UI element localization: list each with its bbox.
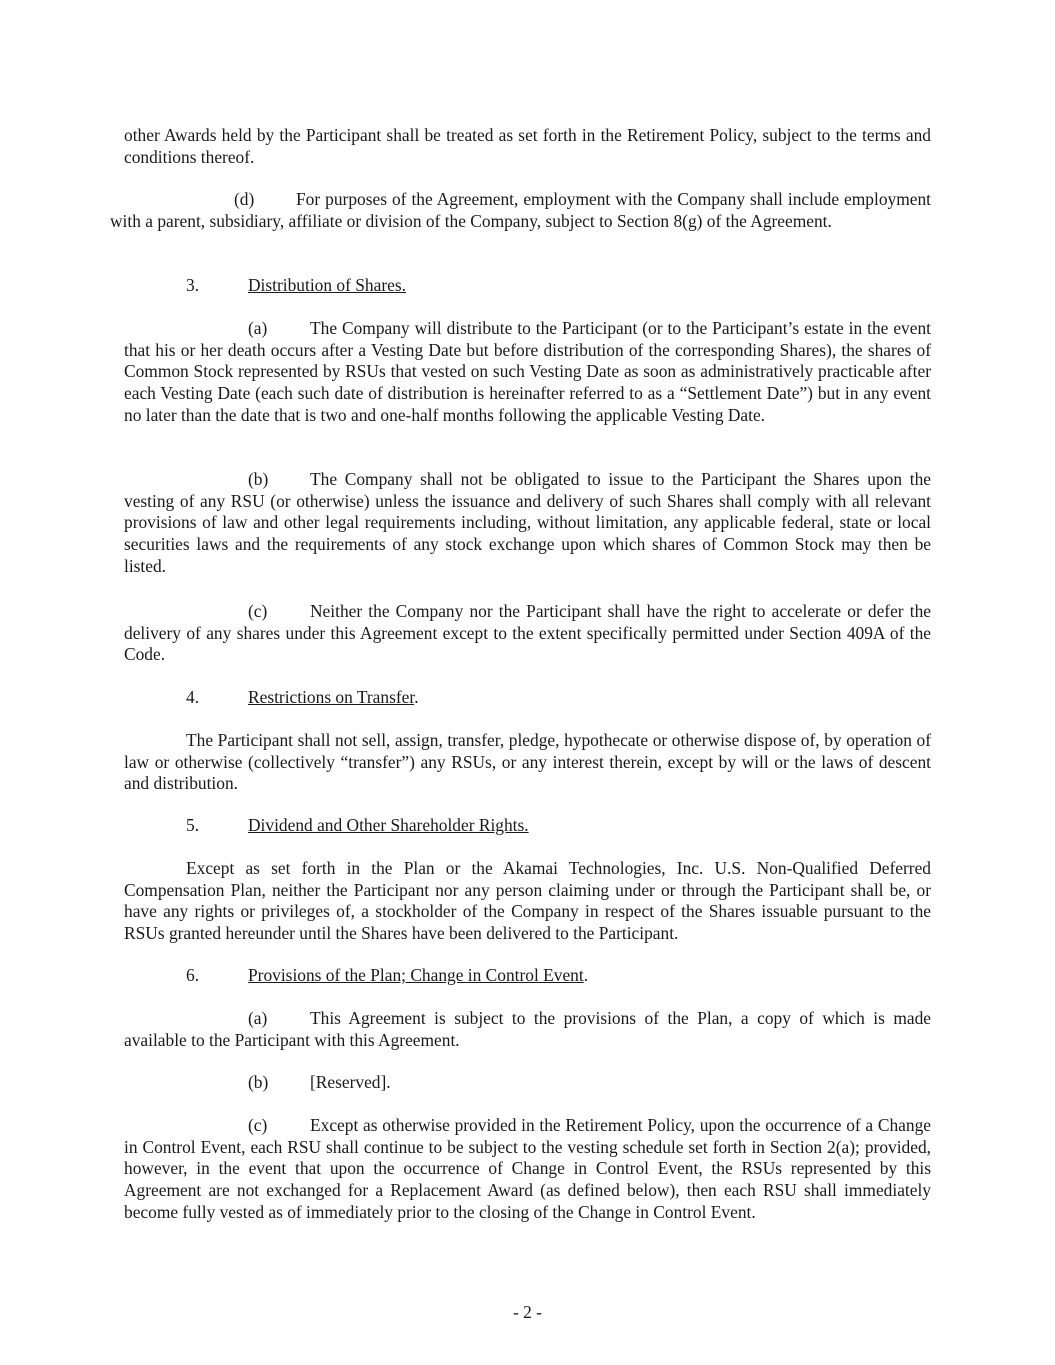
label-3b: (b) xyxy=(248,469,269,489)
label-2d: (d) xyxy=(234,189,255,209)
page-number: - 2 - xyxy=(513,1302,542,1322)
label-3a: (a) xyxy=(248,318,268,338)
paragraph-3c: (c) Neither the Company nor the Participant shall have the right to accelerate or defer the delivery of any shares under this Agreement except to the extent specifically permitted under Section 409A of the Code. xyxy=(124,601,931,665)
label-6b: (b) xyxy=(248,1072,269,1092)
section-3-title: Distribution of Shares. xyxy=(248,275,406,295)
paragraph-5: Except as set forth in the Plan or the Akamai Technologies, Inc. U.S. Non-Qualified Deferred Compensation Plan, neither the Participant nor any person claiming under or through the Participant shall be, or have any rights or privileges of, a stockholder of the Company in respect of the Shares issuable pursuant to the RSUs granted hereunder until the Shares have been delivered to the Participant. xyxy=(124,858,931,944)
section-4-title: Restrictions on Transfer xyxy=(248,687,415,707)
paragraph-awards-retirement: other Awards held by the Participant shall be treated as set forth in the Retirement Policy, subject to the terms and conditions thereof. xyxy=(124,125,931,167)
section-4-heading: 4. Restrictions on Transfer. xyxy=(186,687,419,707)
paragraph-4: The Participant shall not sell, assign, transfer, pledge, hypothecate or otherwise dispose of, by operation of law or otherwise (collectively “transfer”) any RSUs, or any interest therein, except by will or the laws of descent and distribution. xyxy=(124,730,931,794)
paragraph-2d: (d) For purposes of the Agreement, employment with the Company shall include employment with a parent, subsidiary, affiliate or division of the Company, subject to Section 8(g) of the Agreement. xyxy=(110,189,931,231)
paragraph-6b: (b) [Reserved]. xyxy=(248,1072,391,1092)
label-6c: (c) xyxy=(248,1115,268,1135)
paragraph-6a: (a) This Agreement is subject to the provisions of the Plan, a copy of which is made available to the Participant with this Agreement. xyxy=(124,1008,931,1050)
section-5-heading: 5. Dividend and Other Shareholder Rights. xyxy=(186,815,529,835)
label-3c: (c) xyxy=(248,601,268,621)
paragraph-3a: (a) The Company will distribute to the Participant (or to the Participant’s estate in the event that his or her death occurs after a Vesting Date but before distribution of the corresponding Shares), the shares of Common Stock represented by RSUs that vested on such Vesting Date as soon as administratively practicable after each Vesting Date (each such date of distribution is hereinafter referred to as a “Settlement Date”) but in any event no later than the date that is two and one-half months following the applicable Vesting Date. xyxy=(124,318,931,425)
paragraph-6c: (c) Except as otherwise provided in the Retirement Policy, upon the occurrence of a Change in Control Event, each RSU shall continue to be subject to the vesting schedule set forth in Section 2(a); provided, however, in the event that upon the occurrence of Change in Control Event, the RSUs represented by this Agreement are not exchanged for a Replacement Award (as defined below), then each RSU shall immediately become fully vested as of immediately prior to the closing of the Change in Control Event. xyxy=(124,1115,931,1222)
paragraph-3b: (b) The Company shall not be obligated to issue to the Participant the Shares upon the vesting of any RSU (or otherwise) unless the issuance and delivery of such Shares shall comply with all relevant provisions of law and other legal requirements including, without limitation, any applicable federal, state or local securities laws and the requirements of any stock exchange upon which shares of Common Stock may then be listed. xyxy=(124,469,931,576)
section-6-heading: 6. Provisions of the Plan; Change in Control Event. xyxy=(186,965,589,985)
section-5-title: Dividend and Other Shareholder Rights. xyxy=(248,815,529,835)
label-6a: (a) xyxy=(248,1008,268,1028)
section-6-title: Provisions of the Plan; Change in Control Event xyxy=(248,965,584,985)
section-3-heading: 3. Distribution of Shares. xyxy=(186,275,406,295)
